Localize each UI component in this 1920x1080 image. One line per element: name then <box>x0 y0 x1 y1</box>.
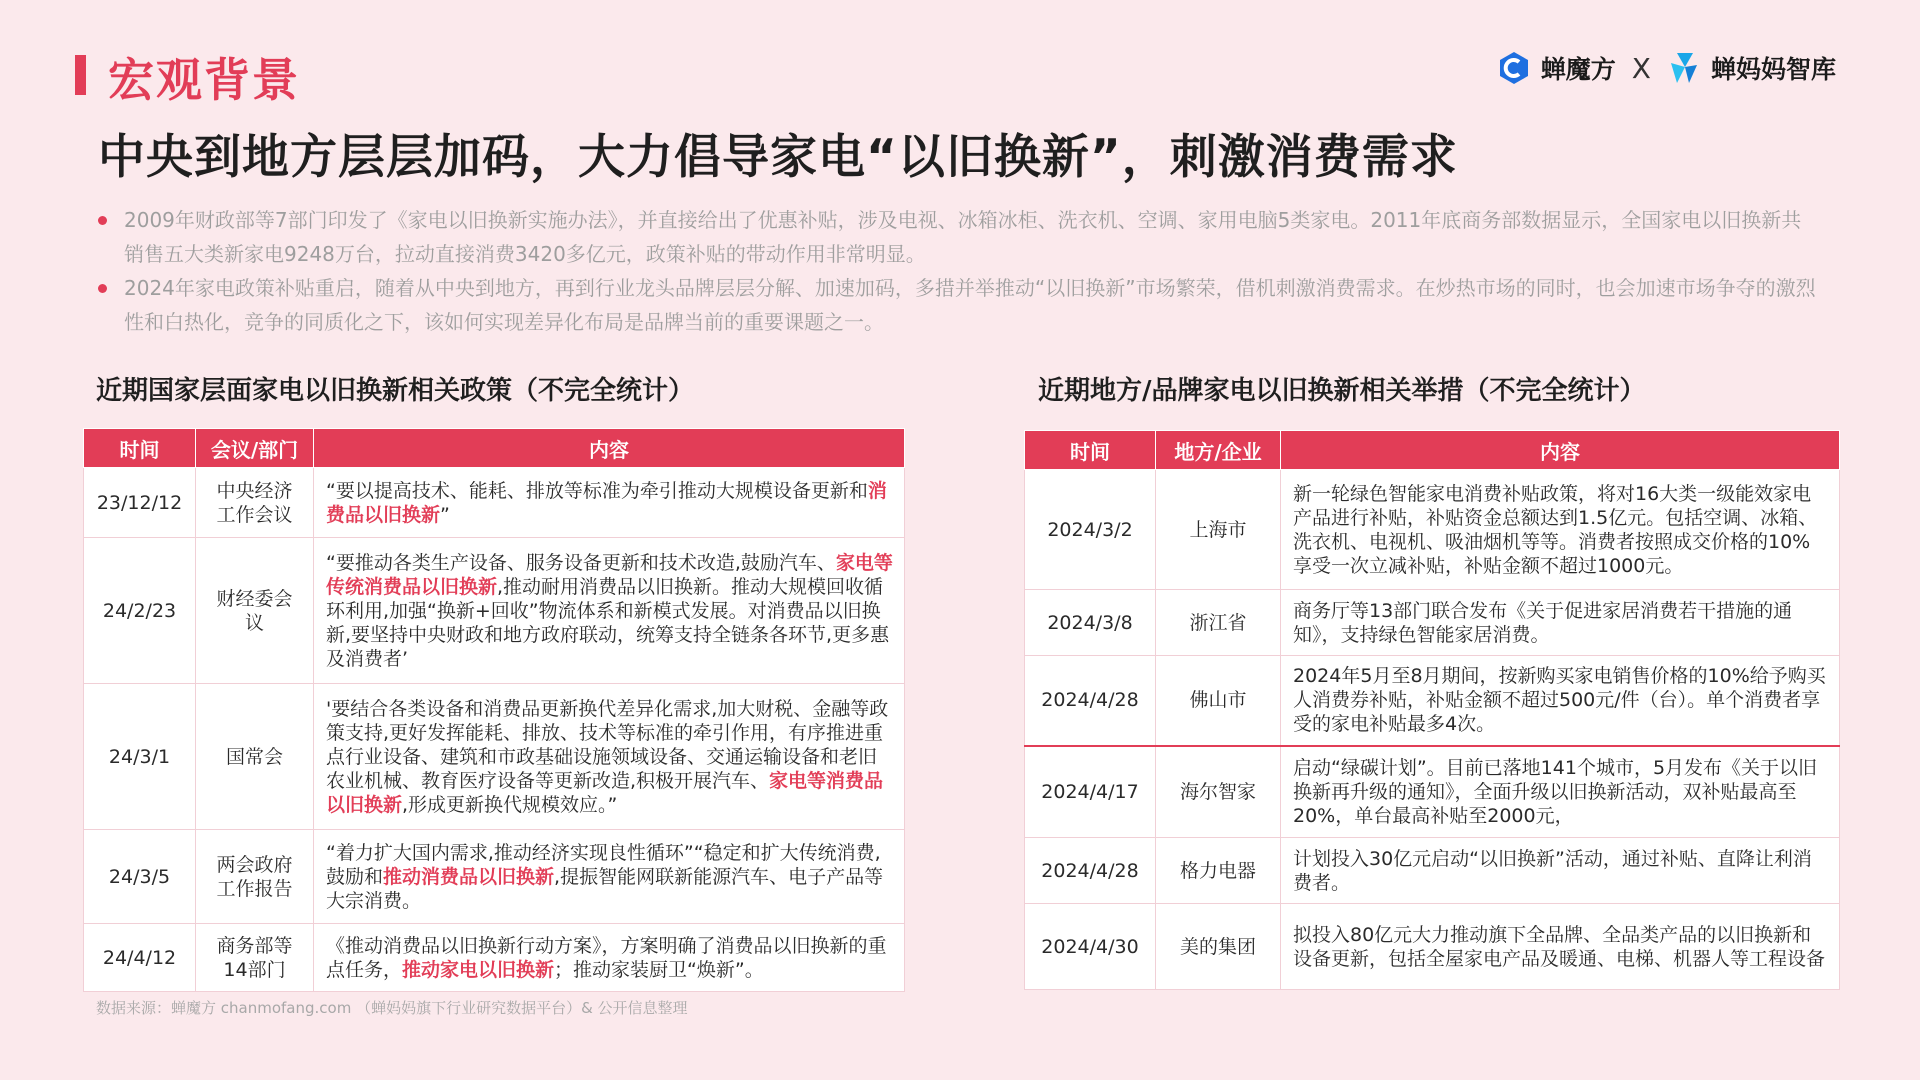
cell-content: 2024年5月至8月期间，按新购买家电销售价格的10%给予购买人消费券补贴，补贴金额不超过500元/件（台）。单个消费者享受的家电补贴最多4次。 <box>1281 656 1840 746</box>
bullet-item: 2009年财政部等7部门印发了《家电以旧换新实施办法》，并直接给出了优惠补贴，涉及电视、冰箱冰柜、洗衣机、空调、家用电脑5类家电。2011年底商务部数据显示，全国家电以旧换新共销售五大类新家电9248万台，拉动直接消费3420多亿元，政策补贴的带动作用非常明显。 <box>98 203 1818 271</box>
cell-dept: 中央经济工作会议 <box>196 468 314 538</box>
cell-place: 上海市 <box>1156 470 1281 590</box>
cell-content: 计划投入30亿元启动“以旧换新”活动，通过补贴、直降让利消费者。 <box>1281 838 1840 904</box>
cell-time: 24/2/23 <box>84 538 196 684</box>
intro-bullets <box>98 203 1818 339</box>
national-policy-table <box>83 428 905 992</box>
highlight-text: 推动消费品以旧换新 <box>383 865 555 888</box>
logo-separator: X <box>1631 51 1651 85</box>
cell-content: 新一轮绿色智能家电消费补贴政策，将对16大类一级能效家电产品进行补贴，补贴资金总额达到1.5亿元。包括空调、冰箱、洗衣机、电视机、吸油烟机等等。消费者按照成交价格的10%享受一次立减补贴，补贴金额不超过1000元。 <box>1281 470 1840 590</box>
content-text: ,形成更新换代规模效应。” <box>402 793 618 816</box>
left-table-title: 近期国家层面家电以旧换新相关政策（不完全统计） <box>96 376 695 406</box>
cell-content <box>314 924 905 992</box>
cell-time: 24/3/5 <box>84 830 196 924</box>
logo-left-text: 蝉魔方 <box>1540 55 1616 84</box>
highlight-text: 家电等传统消费品以旧换新 <box>326 551 893 598</box>
table-row <box>1025 656 1840 746</box>
column-header: 内容 <box>314 429 905 468</box>
content-text: “要以提高技术、能耗、排放等标准为牵引推动大规模设备更新和 <box>326 479 868 502</box>
cell-content: 拟投入80亿元大力推动旗下全品牌、全品类产品的以旧换新和设备更新，包括全屋家电产品及暖通、电梯、机器人等工程设备 <box>1281 904 1840 990</box>
table-row <box>84 684 905 830</box>
cell-dept: 两会政府工作报告 <box>196 830 314 924</box>
column-header: 地方/企业 <box>1156 431 1281 470</box>
cell-time: 24/3/1 <box>84 684 196 830</box>
content-text: 《推动消费品以旧换新行动方案》，方案明确了消费品以旧换新的重点任务， <box>326 934 887 981</box>
cell-time: 23/12/12 <box>84 468 196 538</box>
chanmama-logo-icon <box>1667 51 1701 85</box>
table-row <box>1025 746 1840 838</box>
table-row <box>84 468 905 538</box>
table-row <box>1025 590 1840 656</box>
content-text: ,推动耐用消费品以旧换新。推动大规模回收循环利用,加强“换新+回收”物流体系和新模式发展。对消费品以旧换新,要坚持中央财政和地方政府联动，统筹支持全链条各环节,更多惠及消费者’ <box>326 575 890 670</box>
cell-time: 2024/3/8 <box>1025 590 1156 656</box>
table-row <box>1025 838 1840 904</box>
column-header: 时间 <box>1025 431 1156 470</box>
cell-place: 佛山市 <box>1156 656 1281 746</box>
main-title: 中央到地方层层加码，大力倡导家电“以旧换新”，刺激消费需求 <box>98 130 1458 185</box>
cell-place: 海尔智家 <box>1156 746 1281 838</box>
highlight-text: 推动家电以旧换新 <box>402 958 555 981</box>
highlight-text: 消费品以旧换新 <box>326 479 887 526</box>
cell-time: 2024/4/30 <box>1025 904 1156 990</box>
bullet-item: 2024年家电政策补贴重启，随着从中央到地方，再到行业龙头品牌层层分解、加速加码，多措并举推动“以旧换新”市场繁荣，借机刺激消费需求。在炒热市场的同时，也会加速市场争夺的激烈性和白热化，竞争的同质化之下，该如何实现差异化布局是品牌当前的重要课题之一。 <box>98 271 1818 339</box>
cell-time: 24/4/12 <box>84 924 196 992</box>
cell-content: 商务厅等13部门联合发布《关于促进家居消费若干措施的通知》，支持绿色智能家居消费。 <box>1281 590 1840 656</box>
section-accent-bar <box>75 55 86 95</box>
cell-dept: 财经委会议 <box>196 538 314 684</box>
table-row <box>1025 904 1840 990</box>
column-header: 时间 <box>84 429 196 468</box>
column-header: 内容 <box>1281 431 1840 470</box>
cell-place: 格力电器 <box>1156 838 1281 904</box>
right-table-title: 近期地方/品牌家电以旧换新相关举措（不完全统计） <box>1038 376 1646 406</box>
cell-dept: 商务部等14部门 <box>196 924 314 992</box>
cell-content: 启动“绿碳计划”。目前已落地141个城市，5月发布《关于以旧换新再升级的通知》，全面升级以旧换新活动，双补贴最高至20%，单台最高补贴至2000元， <box>1281 746 1840 838</box>
logo-right-text: 蝉妈妈智库 <box>1710 55 1836 84</box>
cell-content <box>314 468 905 538</box>
local-brand-table <box>1024 430 1840 990</box>
column-header: 会议/部门 <box>196 429 314 468</box>
cell-content <box>314 830 905 924</box>
cell-time: 2024/4/17 <box>1025 746 1156 838</box>
cell-time: 2024/4/28 <box>1025 656 1156 746</box>
cell-content <box>314 538 905 684</box>
table-row <box>84 830 905 924</box>
content-text: “着力扩大国内需求,推动经济实现良性循环”“稳定和扩大传统消费,鼓励和 <box>326 841 881 888</box>
content-text: ；推动家装厨卫“焕新”。 <box>554 958 764 981</box>
cell-time: 2024/4/28 <box>1025 838 1156 904</box>
highlight-text: 家电等消费品以旧换新 <box>326 769 884 816</box>
content-text: '要结合各类设备和消费品更新换代差异化需求,加大财税、金融等政策支持,更好发挥能耗、排放、技术等标准的牵引作用，有序推进重点行业设备、建筑和市政基础设施领域设备、交通运输设备和老旧农业机械、教育医疗设备等更新改造,积极开展汽车、 <box>326 697 889 792</box>
cell-time: 2024/3/2 <box>1025 470 1156 590</box>
content-text: “要推动各类生产设备、服务设备更新和技术改造,鼓励汽车、 <box>326 551 836 574</box>
section-title: 宏观背景 <box>108 53 300 107</box>
table-row <box>84 924 905 992</box>
cell-place: 浙江省 <box>1156 590 1281 656</box>
content-text: ,提振智能网联新能源汽车、电子产品等大宗消费。 <box>326 865 884 912</box>
cell-place: 美的集团 <box>1156 904 1281 990</box>
table-row <box>84 538 905 684</box>
table-row <box>1025 470 1840 590</box>
brand-logos <box>1497 46 1836 90</box>
content-text: ” <box>440 503 450 526</box>
chanmofang-logo-icon <box>1497 51 1531 85</box>
data-source-note: 数据来源：蝉魔方 chanmofang.com （蝉妈妈旗下行业研究数据平台）& 公开信息整理 <box>96 999 688 1017</box>
cell-dept: 国常会 <box>196 684 314 830</box>
cell-content <box>314 684 905 830</box>
